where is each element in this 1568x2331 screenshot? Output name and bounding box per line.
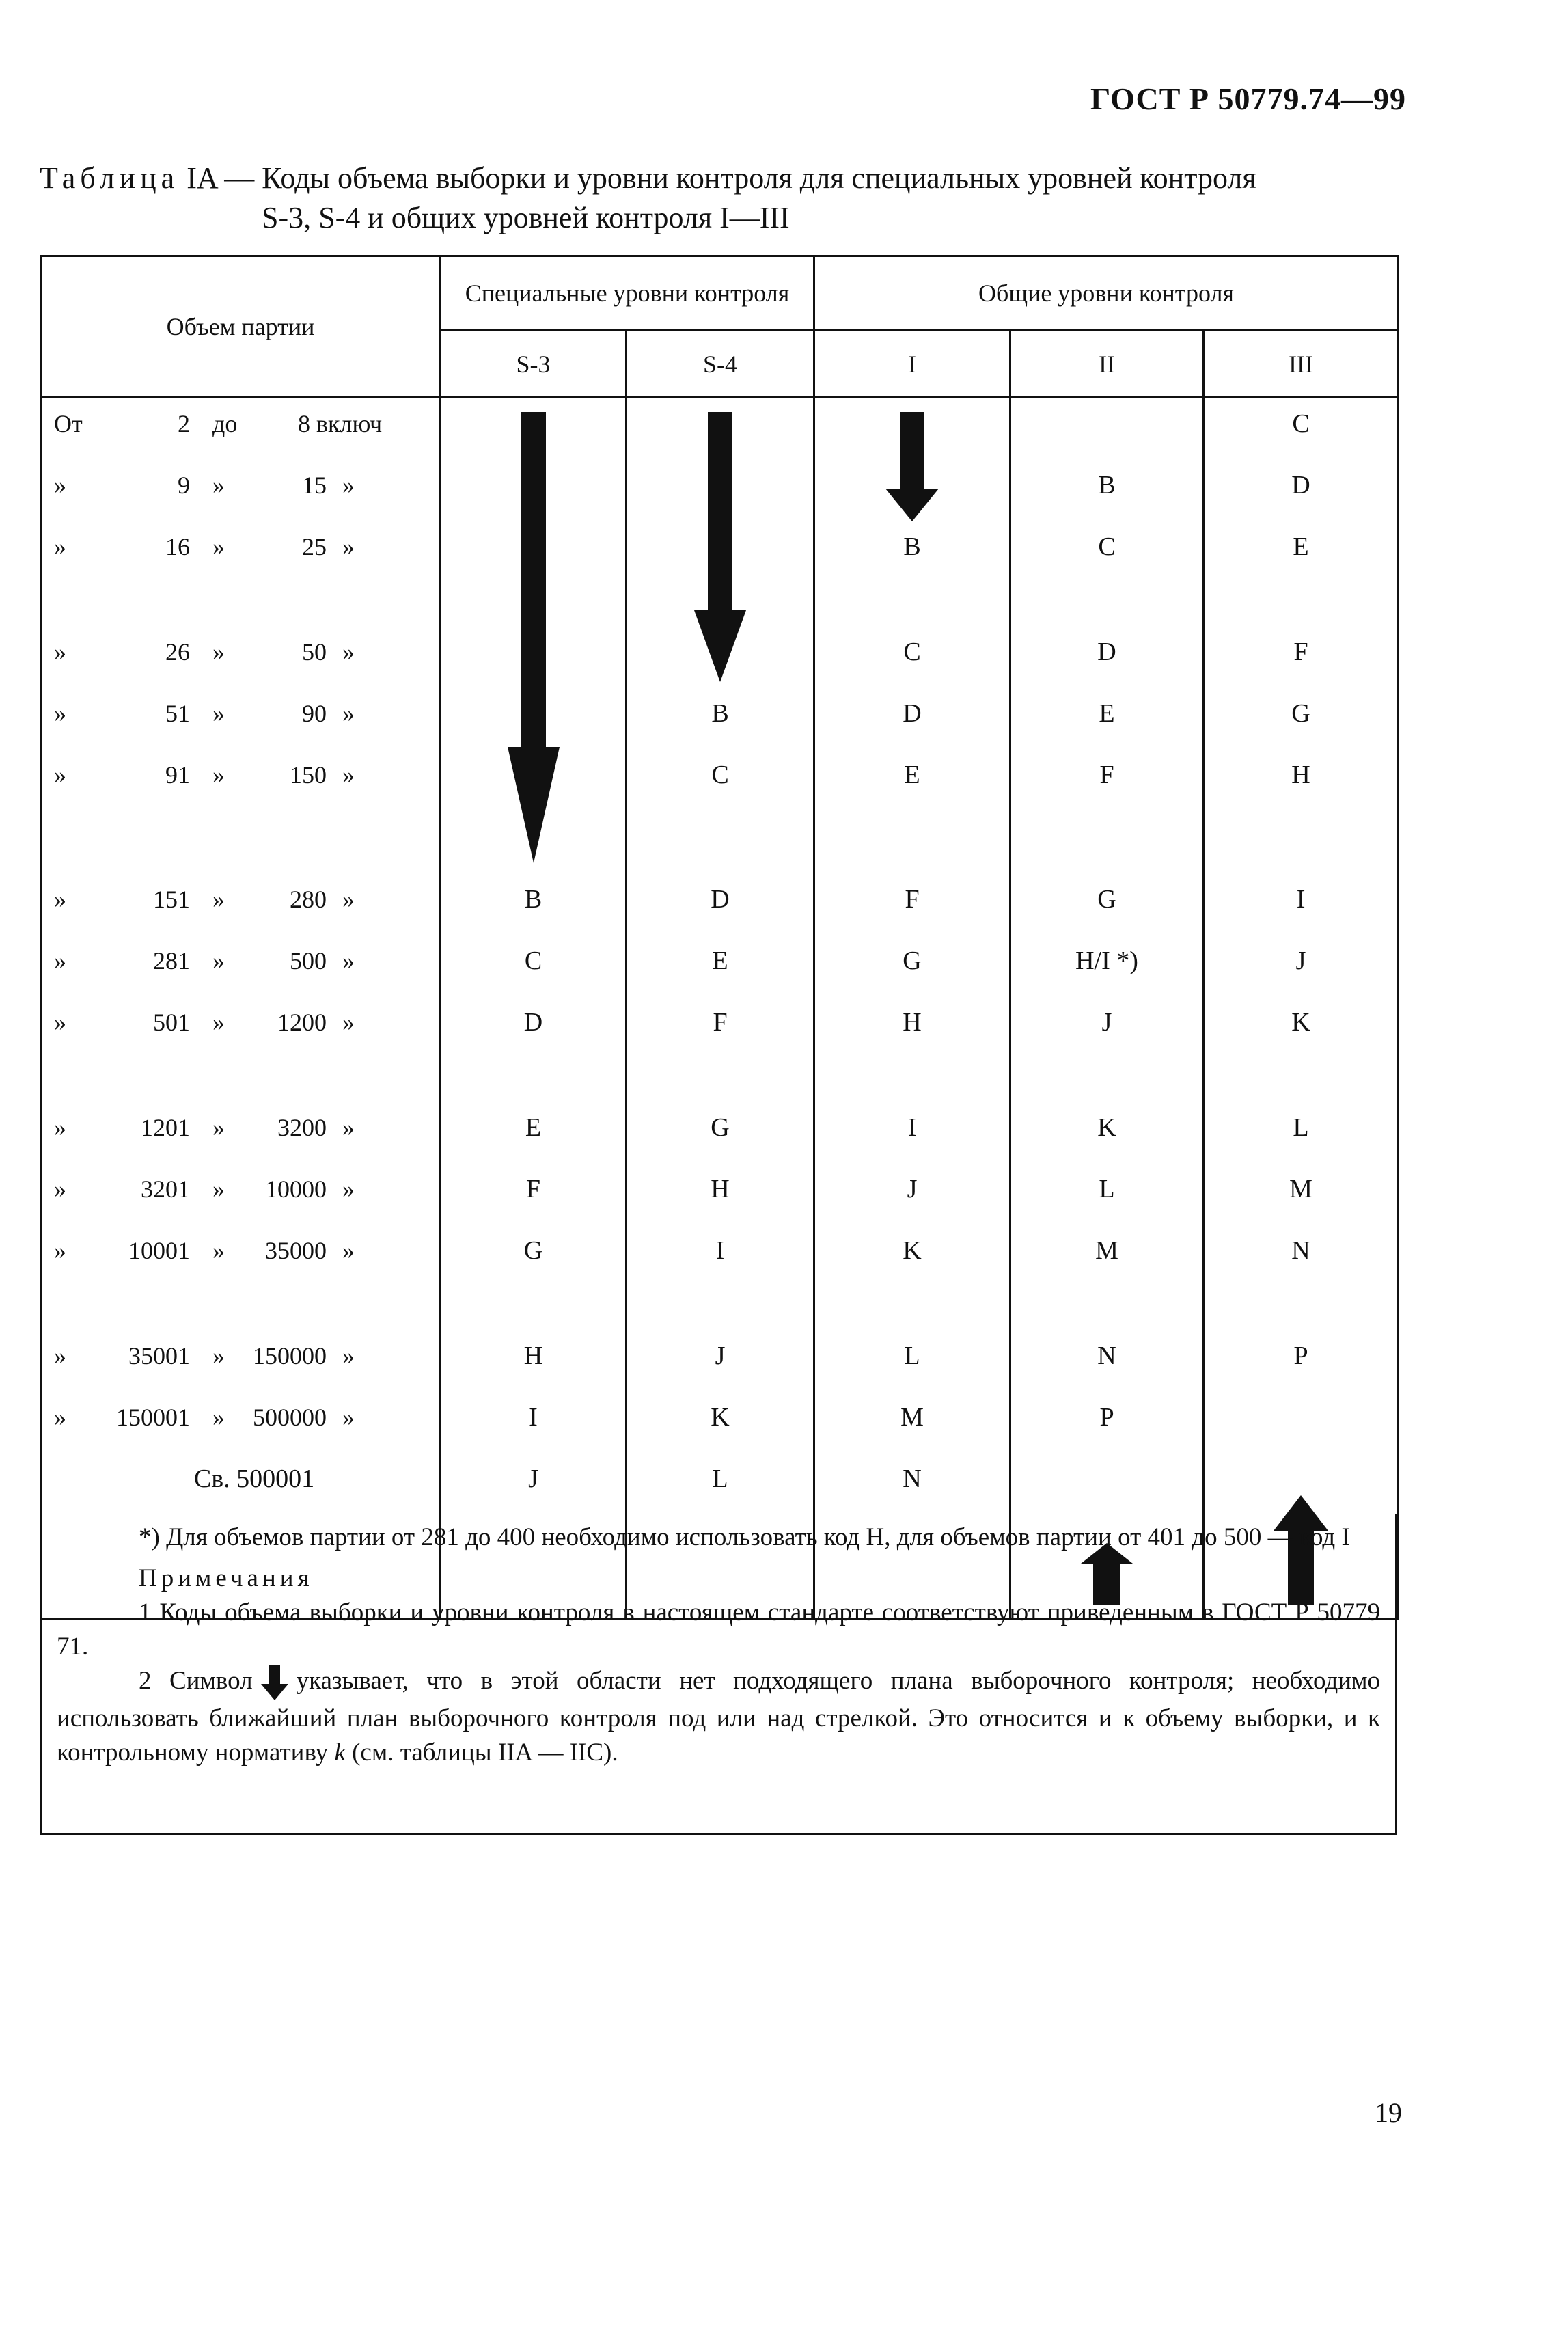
lot-size-from: 26 [165, 638, 190, 666]
lot-size-from: 1201 [141, 1114, 190, 1141]
code-letter: H [711, 1175, 730, 1203]
note-2-start: 2 Символ [139, 1667, 253, 1695]
lot-size-to: 15 [302, 472, 327, 499]
code-letter: J [715, 1341, 726, 1370]
header-lot-size: Объем партии [41, 256, 441, 398]
lot-size-last: Св. 500001 [193, 1464, 315, 1493]
code-letter: C [903, 638, 921, 666]
lot-size-q2: » [212, 1175, 225, 1203]
lot-size-row [42, 882, 439, 916]
header-special-levels: Специальные уровни контроля [441, 256, 814, 331]
lot-size-q3: » [342, 1114, 355, 1141]
lot-size-q3: » [342, 472, 355, 499]
code-letter: K [903, 1236, 922, 1265]
note-2-end: (см. таблицы IIA — IIC). [352, 1738, 618, 1767]
lot-size-row [42, 635, 439, 669]
level-1-column [814, 398, 1010, 1620]
code-letter: H/I *) [1075, 946, 1138, 975]
lot-size-q2: до [212, 410, 238, 437]
level-2-column [1010, 398, 1204, 1620]
code-letter: L [904, 1341, 920, 1370]
lot-size-to: 35000 [265, 1237, 327, 1264]
code-letter: K [1097, 1113, 1116, 1142]
lot-size-from: 281 [153, 947, 190, 974]
down-arrow-icon [260, 1665, 290, 1702]
lot-size-row [42, 1339, 439, 1373]
code-letter: C [711, 761, 729, 789]
code-letter: C [1098, 532, 1116, 561]
lot-size-row [42, 1172, 439, 1206]
lot-size-q1: » [54, 1237, 66, 1264]
code-letter: M [1289, 1175, 1312, 1203]
lot-size-to: 280 [290, 886, 327, 913]
lot-size-row [42, 944, 439, 978]
lot-size-q2: » [212, 472, 225, 499]
code-letter: N [1291, 1236, 1310, 1265]
code-letter: L [712, 1464, 728, 1493]
code-letter: K [1291, 1008, 1310, 1037]
lot-size-q3: » [342, 638, 355, 666]
sample-size-code-table [40, 255, 1399, 1620]
caption-line2: S-3, S-4 и общих уровней контроля I—III [262, 201, 790, 234]
lot-size-column [41, 398, 441, 1620]
lot-size-from: 10001 [128, 1237, 190, 1264]
code-letter: I [907, 1113, 917, 1142]
lot-size-q2: » [212, 1114, 225, 1141]
lot-size-row [42, 758, 439, 792]
lot-size-row [42, 1110, 439, 1145]
code-letter: B [1098, 471, 1116, 500]
down-arrow-icon [885, 412, 939, 521]
lot-size-q2: » [212, 1404, 225, 1431]
code-letter: H [1291, 761, 1310, 789]
lot-size-q3: » [342, 1237, 355, 1264]
lot-size-q1: » [54, 761, 66, 789]
lot-size-row [42, 1400, 439, 1434]
lot-size-row [42, 696, 439, 731]
s3-column [441, 398, 627, 1620]
code-letter: D [711, 885, 730, 914]
lot-size-row [42, 1005, 439, 1039]
lot-size-q2: » [212, 1237, 225, 1264]
code-letter: D [523, 1008, 543, 1037]
lot-size-q1: » [54, 1404, 66, 1431]
down-arrow-icon [506, 412, 561, 863]
header-general-levels: Общие уровни контроля [814, 256, 1399, 331]
code-letter: E [904, 761, 920, 789]
lot-size-from: 91 [165, 761, 190, 789]
note-2-text: указывает, что в этой области нет подходящего плана выборочного контроля; необходимо использовать ближайший план выборочного контроля под или над стрелкой. Это относится и к объему выборки, и к контрольному нормативу [57, 1667, 1380, 1767]
lot-size-to: 150000 [253, 1342, 327, 1369]
note-2-k: k [334, 1738, 346, 1767]
lot-size-q3: » [342, 1342, 355, 1369]
lot-size-q1: » [54, 700, 66, 727]
header-level-2: II [1010, 331, 1204, 398]
lot-size-q2: » [212, 638, 225, 666]
lot-size-from: 35001 [128, 1342, 190, 1369]
lot-size-q3: » [342, 700, 355, 727]
lot-size-to: 10000 [265, 1175, 327, 1203]
code-letter: D [1097, 638, 1116, 666]
lot-size-row [42, 468, 439, 502]
code-letter: L [1099, 1175, 1115, 1203]
code-letter: J [528, 1464, 538, 1493]
footnote: *) Для объемов партии от 281 до 400 необходимо использовать код H, для объемов партии от 401 до 500 — код I [139, 1523, 1350, 1551]
code-letter: H [523, 1341, 543, 1370]
level-3-column [1204, 398, 1399, 1620]
lot-size-q3: » [342, 1009, 355, 1036]
notes-box [40, 1514, 1397, 1835]
lot-size-q1: » [54, 947, 66, 974]
down-arrow-icon [693, 412, 747, 682]
code-letter: J [1295, 946, 1306, 975]
lot-size-row [42, 530, 439, 564]
code-letter: E [1099, 699, 1115, 728]
code-letter: M [1095, 1236, 1118, 1265]
lot-size-from: 2 [178, 410, 190, 437]
code-letter: K [711, 1403, 730, 1432]
caption-line1: IA — Коды объема выборки и уровни контроля для специальных уровней контроля [187, 161, 1256, 195]
document-code: ГОСТ Р 50779.74—99 [1090, 81, 1406, 116]
code-letter: L [1293, 1113, 1309, 1142]
code-letter: G [1291, 699, 1310, 728]
lot-size-to: 90 [302, 700, 327, 727]
lot-size-from: 151 [153, 886, 190, 913]
lot-size-q3: » [342, 1175, 355, 1203]
lot-size-from: 16 [165, 533, 190, 560]
code-letter: I [715, 1236, 725, 1265]
lot-size-q3: » [342, 886, 355, 913]
lot-size-q2: » [212, 700, 225, 727]
code-letter: B [903, 532, 921, 561]
code-letter: P [1099, 1403, 1114, 1432]
lot-size-to: 8 включ [298, 410, 383, 437]
code-letter: C [1292, 409, 1310, 438]
table-caption [40, 159, 1406, 238]
lot-size-to: 25 [302, 533, 327, 560]
lot-size-q1: » [54, 1175, 66, 1203]
code-letter: B [524, 885, 542, 914]
lot-size-row [42, 407, 439, 441]
header-s4: S-4 [627, 331, 814, 398]
lot-size-q2: » [212, 886, 225, 913]
lot-size-to: 3200 [277, 1114, 327, 1141]
note-1: 1 Коды объема выборки и уровни контроля в настоящем стандарте соответствуют приведенным в ГОСТ Р 50779 71. [57, 1598, 1380, 1661]
page-number: 19 [1375, 2097, 1402, 2128]
lot-size-q3: » [342, 533, 355, 560]
code-letter: E [1293, 532, 1309, 561]
lot-size-q1: От [54, 410, 83, 437]
code-letter: I [529, 1403, 538, 1432]
code-letter: F [1099, 761, 1114, 789]
lot-size-q1: » [54, 472, 66, 499]
lot-size-q2: » [212, 1009, 225, 1036]
lot-size-q2: » [212, 947, 225, 974]
code-letter: D [903, 699, 922, 728]
lot-size-from: 3201 [141, 1175, 190, 1203]
notes-heading: Примечания [139, 1564, 314, 1592]
code-letter: F [1293, 638, 1308, 666]
code-letter: B [711, 699, 729, 728]
code-letter: H [903, 1008, 922, 1037]
code-letter: G [523, 1236, 543, 1265]
code-letter: F [905, 885, 920, 914]
lot-size-to: 500 [290, 947, 327, 974]
code-letter: F [525, 1175, 541, 1203]
lot-size-to: 50 [302, 638, 327, 666]
lot-size-q1: » [54, 886, 66, 913]
code-letter: D [1291, 471, 1310, 500]
lot-size-to: 1200 [277, 1009, 327, 1036]
code-letter: P [1293, 1341, 1308, 1370]
note-2 [57, 1664, 1380, 1770]
lot-size-to: 150 [290, 761, 327, 789]
lot-size-q2: » [212, 1342, 225, 1369]
lot-size-from: 501 [153, 1009, 190, 1036]
code-letter: G [1097, 885, 1116, 914]
lot-size-q1: » [54, 533, 66, 560]
lot-size-q2: » [212, 761, 225, 789]
lot-size-from: 150001 [116, 1404, 190, 1431]
lot-size-q1: » [54, 1009, 66, 1036]
code-letter: J [1101, 1008, 1112, 1037]
lot-size-from: 9 [178, 472, 190, 499]
code-letter: G [903, 946, 922, 975]
code-letter: C [524, 946, 542, 975]
code-letter: I [1296, 885, 1306, 914]
lot-size-q3: » [342, 947, 355, 974]
lot-size-q1: » [54, 1342, 66, 1369]
code-letter: E [525, 1113, 542, 1142]
code-letter: M [900, 1403, 924, 1432]
lot-size-to: 500000 [253, 1404, 327, 1431]
caption-label: Таблица [40, 161, 180, 195]
code-letter: N [1097, 1341, 1116, 1370]
lot-size-q3: » [342, 761, 355, 789]
code-letter: E [712, 946, 728, 975]
code-letter: N [903, 1464, 922, 1493]
code-letter: G [711, 1113, 730, 1142]
header-level-1: I [814, 331, 1010, 398]
lot-size-q1: » [54, 638, 66, 666]
lot-size-q1: » [54, 1114, 66, 1141]
lot-size-q3: » [342, 1404, 355, 1431]
s4-column [627, 398, 814, 1620]
header-s3: S-3 [441, 331, 627, 398]
lot-size-row [42, 1233, 439, 1268]
code-letter: J [907, 1175, 918, 1203]
lot-size-q2: » [212, 533, 225, 560]
code-letter: F [713, 1008, 728, 1037]
lot-size-from: 51 [165, 700, 190, 727]
header-level-3: III [1204, 331, 1399, 398]
